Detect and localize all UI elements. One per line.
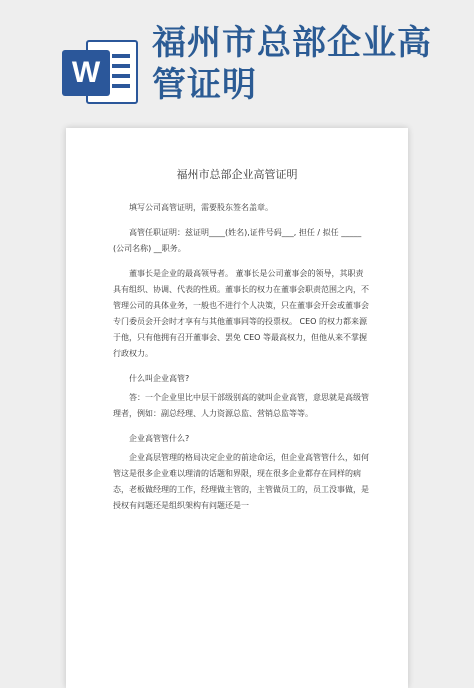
document-title: 福州市总部企业高管证明 xyxy=(176,168,298,181)
paragraph-answer: 答：一个企业里比中层干部级别高的就叫企业高管，意思就是高级管理者，例如：副总经理、人力资源总监、营销总监等等。 xyxy=(113,393,369,418)
paragraph-certificate: 高管任职证明：兹证明____(姓名),证件号码___, 担任 / 拟任 _____ (公司名称) __职务。 xyxy=(113,228,362,253)
paragraph-chairman: 董事长是企业的最高领导者。 董事长是公司董事会的领导，其职责具有组织、协调、代表的性质。董事长的权力在董事会职责范围之内，不管理公司的具体业务，一般也不进行个人决策，只在董事会开会或董事会专门委员会开会时才享有与其他董事同等的投票权。 CEO 的权力都来源于他，只有他拥有召开董事会、罢免 CEO 等最高权力，但他从来不掌握行政权力。 xyxy=(113,269,369,358)
document-body xyxy=(113,200,369,523)
question-heading: 什么叫企业高管? xyxy=(129,374,190,383)
paragraph-instruction: 填写公司高管证明，需要股东签名盖章。 xyxy=(129,203,273,212)
word-letter-tile: W xyxy=(62,50,110,96)
word-document-icon xyxy=(62,40,140,104)
section-heading: 企业高管管什么? xyxy=(129,434,190,443)
banner-title: 福州市总部企业高管证明 xyxy=(152,23,432,105)
paragraph-management: 企业高层管理的格局决定企业的前途命运，但企业高管管什么，如何管这是很多企业难以理清的话题和界限，现在很多企业都存在同样的病态，老板做经理的工作，经理做主管的，主管做员工的，员工没事做，是授权有问题还是组织架构有问题还是一 xyxy=(113,453,369,510)
document-page xyxy=(66,128,408,688)
